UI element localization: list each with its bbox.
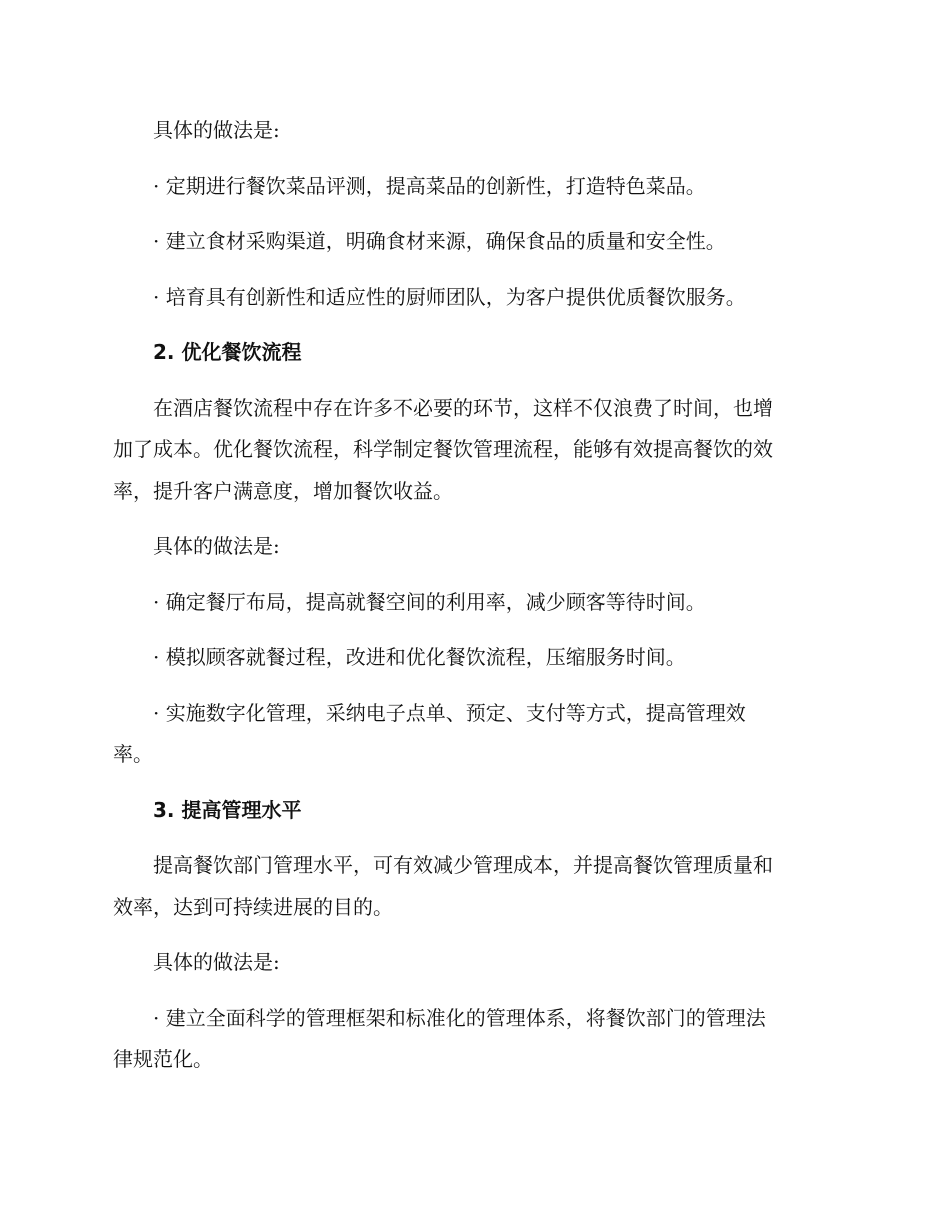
bullet-item: · 培育具有创新性和适应性的厨师团队，为客户提供优质餐饮服务。 [153,284,746,309]
bullet-item: · 模拟顾客就餐过程，改进和优化餐饮流程，压缩服务时间。 [153,645,686,669]
paragraph [113,845,831,928]
paragraph-line: 率，提升客户满意度，增加餐饮收益。 [113,478,453,503]
intro-text: 具体的做法是: [153,950,280,974]
intro-text: 具体的做法是: [153,118,280,142]
bullet-item: · 定期进行餐饮菜品评测，提高菜品的创新性，打造特色菜品。 [153,173,706,198]
intro-text: 具体的做法是: [153,534,280,558]
bullet-line: · 建立全面科学的管理框架和标准化的管理体系，将餐饮部门的管理法 [153,1005,766,1030]
bullet-item: · 建立食材采购渠道，明确食材来源，确保食品的质量和安全性。 [153,229,726,253]
section-heading: 3. 提高管理水平 [153,797,302,822]
paragraph-line: 加了成本。优化餐饮流程，科学制定餐饮管理流程，能够有效提高餐饮的效 [113,437,773,461]
bullet-line: 率。 [113,742,153,766]
section-heading: 2. 优化餐饮流程 [153,340,302,364]
paragraph [113,388,831,513]
bullet-item: · 确定餐厅布局，提高就餐空间的利用率，减少顾客等待时间。 [153,589,706,614]
paragraph-line: 在酒店餐饮流程中存在许多不必要的环节，这样不仅浪费了时间，也增 [153,395,773,420]
bullet-item [113,693,831,776]
bullet-line: 律规范化。 [113,1047,213,1071]
bullet-item [113,998,831,1081]
paragraph-line: 提高餐饮部门管理水平，可有效减少管理成本，并提高餐饮管理质量和 [153,853,773,877]
document-page [113,110,831,1081]
paragraph-line: 效率，达到可持续进展的目的。 [113,894,393,919]
bullet-line: · 实施数字化管理，采纳电子点单、预定、支付等方式，提高管理效 [153,700,746,725]
